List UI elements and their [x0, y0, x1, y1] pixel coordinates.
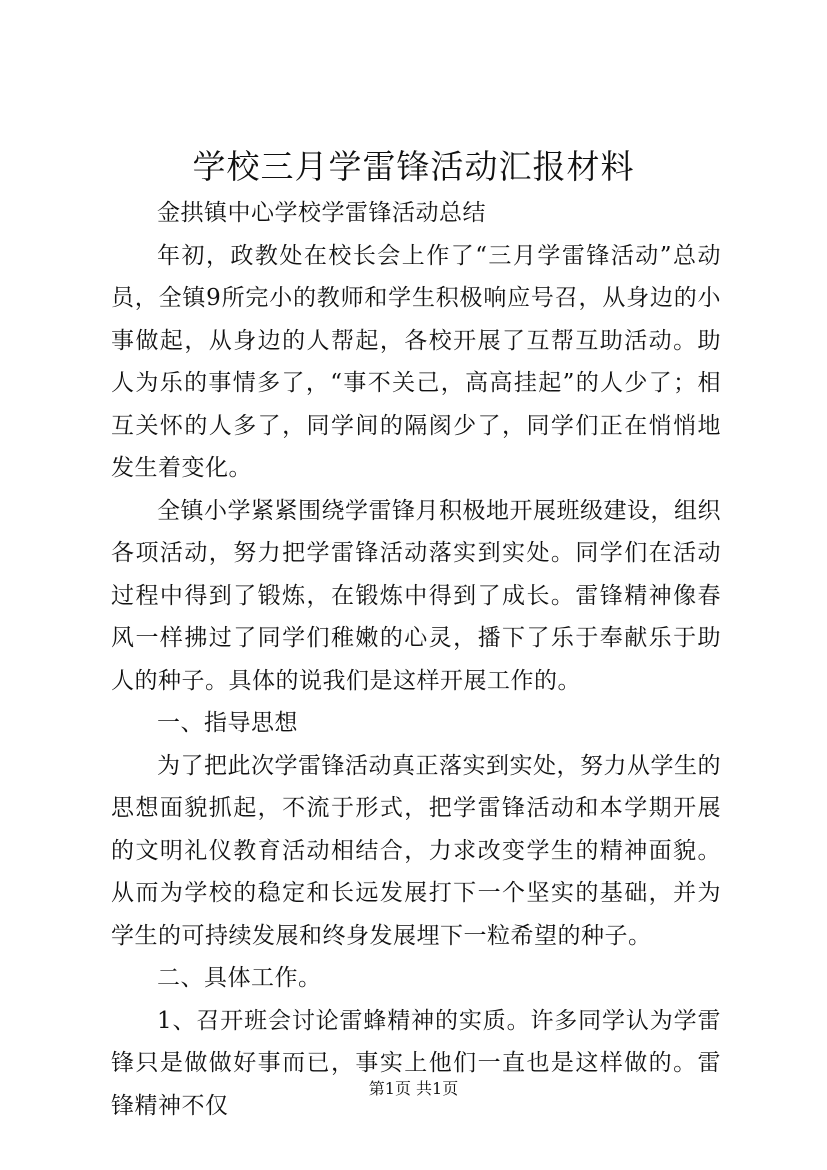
paragraph-intro: 年初，政教处在校长会上作了“三月学雷锋活动”总动员，全镇9所完小的教师和学生积极响应号召，从身边的小事做起，从身边的人帮起，各校开展了互帮互助活动。助人为乐的事情多了，“事不关己，高高挂起”的人少了；相互关怀的人多了，同学间的隔阂少了，同学们正在悄悄地发生着变化。 — [111, 242, 721, 481]
paragraph-subtitle: 金拱镇中心学校学雷锋活动总结 — [157, 200, 486, 226]
section-heading-guiding-thought: 一、指导思想 — [157, 710, 298, 736]
paragraph-activities: 全镇小学紧紧围绕学雷锋月积极地开展班级建设，组织各项活动，努力把学雷锋活动落实到实处。同学们在活动过程中得到了锻炼，在锻炼中得到了成长。雷锋精神像春风一样拂过了同学们稚嫩的心灵，播下了乐于奉献乐于助人的种子。具体的说我们是这样开展工作的。 — [111, 497, 721, 694]
document-body — [111, 192, 721, 1127]
document-title: 学校三月学雷锋活动汇报材料 — [192, 147, 635, 186]
paragraph-class-meeting: 1、召开班会讨论雷蜂精神的实质。许多同学认为学雷锋只是做做好事而已，事实上他们一直也是这样做的。雷锋精神不仅 — [111, 1007, 721, 1119]
paragraph-guiding-thought: 为了把此次学雷锋活动真正落实到实处，努力从学生的思想面貌抓起，不流于形式，把学雷锋活动和本学期开展的文明礼仪教育活动相结合，力求改变学生的精神面貌。从而为学校的稳定和长远发展打下一个坚实的基础，并为学生的可持续发展和终身发展埋下一粒希望的种子。 — [111, 752, 721, 949]
section-heading-specific-work: 二、具体工作。 — [157, 965, 322, 991]
page-footer: 第1页 共1页 — [368, 1079, 459, 1098]
